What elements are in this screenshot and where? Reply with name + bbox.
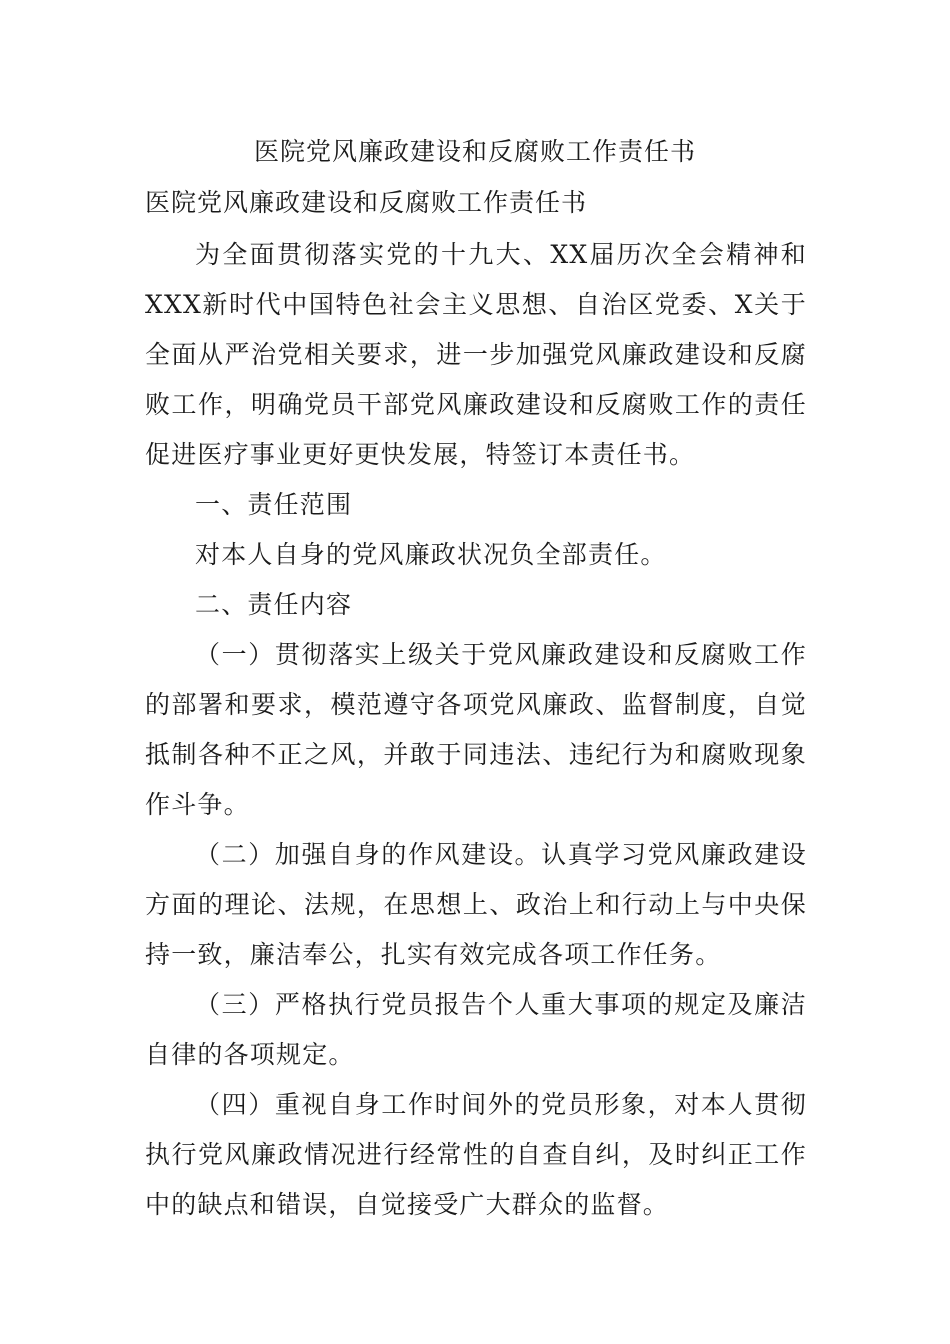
- document-title: 医院党风廉政建设和反腐败工作责任书: [253, 137, 696, 166]
- content-item-2: （二）加强自身的作风建设。认真学习党风廉政建设方面的理论、法规，在思想上、政治上和行动上与中央保持一致，廉洁奉公，扎实有效完成各项工作任务。: [145, 840, 807, 969]
- content-item-4: （四）重视自身工作时间外的党员形象，对本人贯彻执行党风廉政情况进行经常性的自查自纠，及时纠正工作中的缺点和错误，自觉接受广大群众的监督。: [145, 1090, 807, 1219]
- document-body: [145, 230, 807, 1230]
- content-item-1: （一）贯彻落实上级关于党风廉政建设和反腐败工作的部署和要求，模范遵守各项党风廉政、监督制度，自觉抵制各种不正之风，并敢于同违法、违纪行为和腐败现象作斗争。: [145, 640, 807, 819]
- section-heading-content: 二、责任内容: [195, 590, 353, 619]
- intro-paragraph: 为全面贯彻落实党的十九大、XX届历次全会精神和XXX新时代中国特色社会主义思想、自治区党委、X关于全面从严治党相关要求，进一步加强党风廉政建设和反腐败工作，明确党员干部党风廉政建设和反腐败工作的责任促进医疗事业更好更快发展，特签订本责任书。: [145, 240, 807, 469]
- scope-paragraph: 对本人自身的党风廉政状况负全部责任。: [195, 540, 667, 569]
- section-heading-scope: 一、责任范围: [195, 490, 353, 519]
- content-item-3: （三）严格执行党员报告个人重大事项的规定及廉洁自律的各项规定。: [145, 990, 807, 1069]
- document-subtitle: 医院党风廉政建设和反腐败工作责任书: [145, 188, 588, 217]
